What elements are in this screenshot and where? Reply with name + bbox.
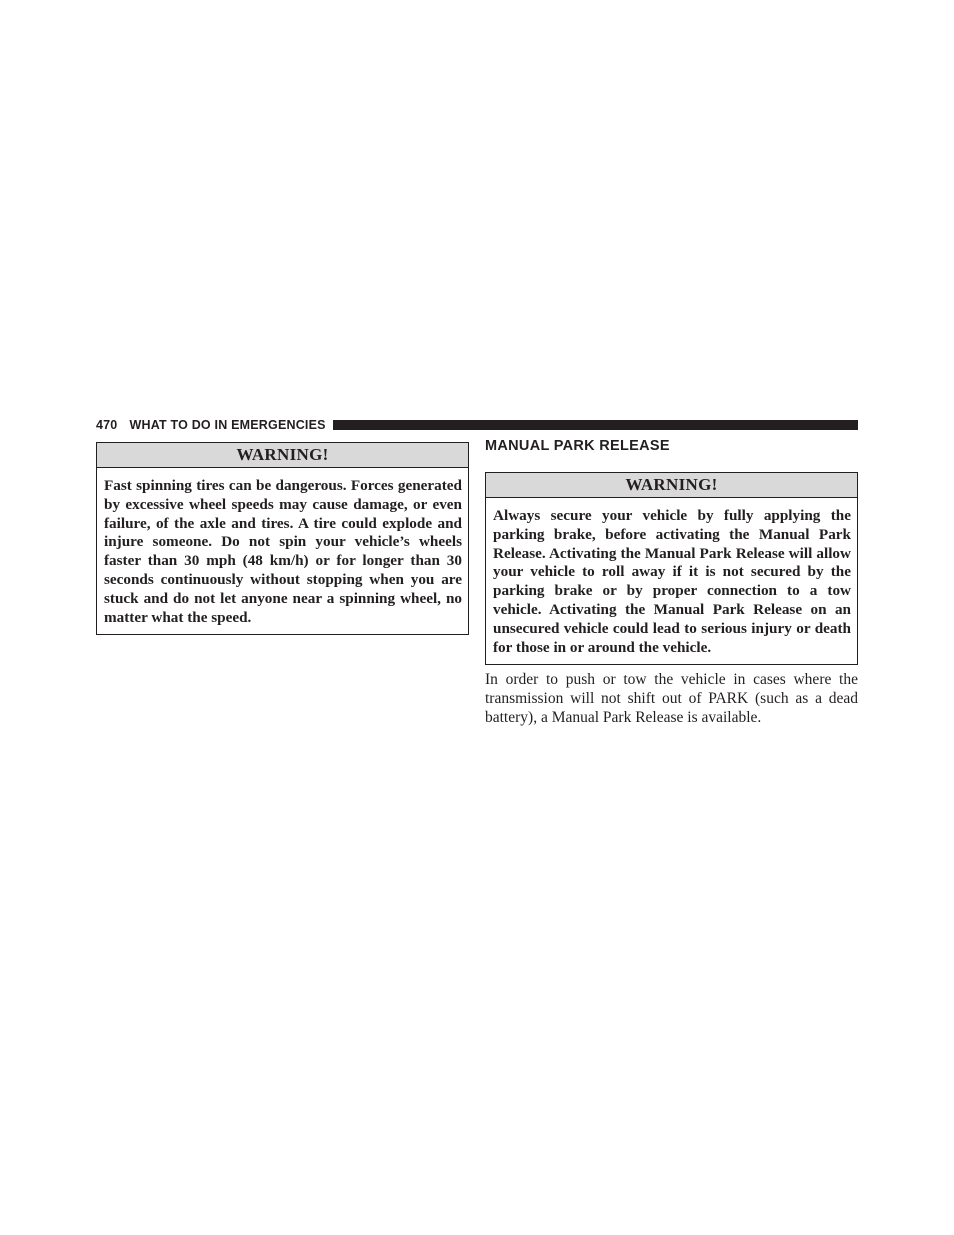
warning-text: Fast spinning tires can be dangerous. Forces generated by excessive wheel speeds may cause damage, or even failure, of the axle and tires. A tire could explode and injure someone. Do not spin your vehicle’s wheels faster than 30 mph (48 km/h) or for longer than 30 seconds continuously without stopping when you are stuck and do not let anyone near a spinning wheel, no matter what the speed.: [104, 477, 462, 626]
tire-spin-warning-box: [96, 442, 469, 635]
warning-title: WARNING!: [97, 443, 468, 468]
warning-text: Always secure your vehicle by fully applying the parking brake, before activating the Manual Park Release. Activating the Manual Park Release will allow your vehicle to roll away if it is not secured by the parking brake or by proper connection to a tow vehicle. Activating the Manual Park Release on an unsecured vehicle could lead to serious injury or death for those in or around the vehicle.: [493, 507, 851, 656]
header-rule: [333, 420, 858, 430]
body-paragraph: In order to push or tow the vehicle in cases where the transmission will not shift out of PARK (such as a dead battery), a Manual Park Release is available.: [485, 671, 858, 726]
section-heading: MANUAL PARK RELEASE: [485, 438, 670, 454]
page-header: [96, 417, 858, 432]
park-release-warning-box: [485, 472, 858, 665]
warning-title: WARNING!: [486, 473, 857, 498]
section-title: WHAT TO DO IN EMERGENCIES: [129, 417, 326, 432]
page-number: 470: [96, 417, 118, 432]
